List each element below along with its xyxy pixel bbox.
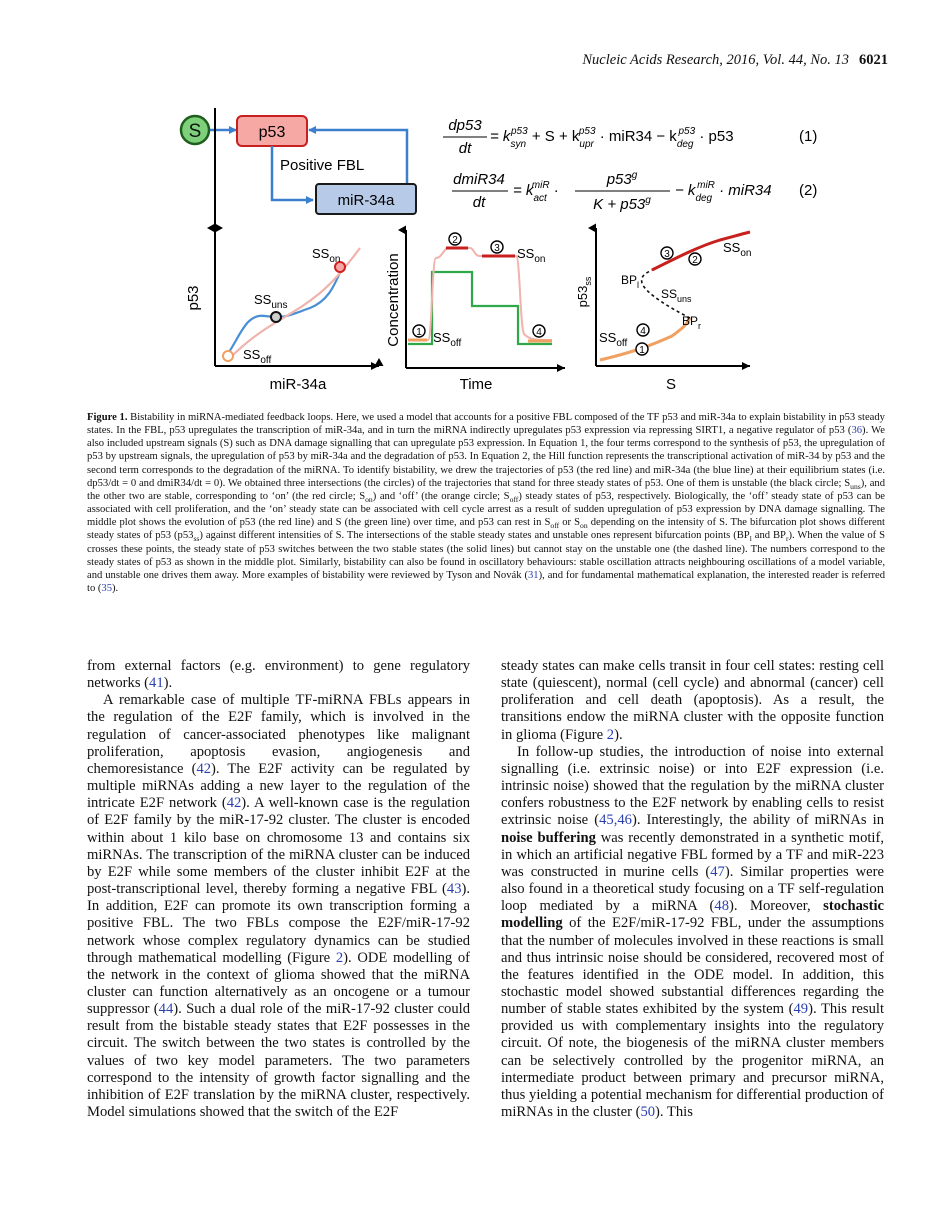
p1-ss-on: $SS_{on}$ — [312, 246, 341, 265]
p53-node-label: p53 — [258, 124, 286, 141]
ref-link[interactable]: 44 — [158, 1001, 174, 1018]
eq2-frac-numerator: p53 — [606, 171, 632, 188]
eq1-numerator: dp53 — [448, 117, 482, 134]
keyword-bold: noise buffering — [501, 829, 596, 846]
figure-1 — [170, 108, 820, 398]
svg-text:p53g: p53$^g$ — [606, 170, 638, 188]
keyword-bold: stochastic modelling — [501, 898, 884, 932]
running-head — [582, 52, 888, 69]
p53-line-light — [408, 248, 552, 340]
right-column — [501, 658, 884, 1121]
ss-uns-circle — [271, 312, 281, 322]
svg-text:3: 3 — [494, 243, 500, 254]
p2-ss-off: $SS_{off}$ — [433, 330, 462, 349]
p3-xlabel: S — [665, 376, 677, 393]
paragraph: In follow-up studies, the introduction of noise into external signalling (i.e. extrinsic noise) or into E2F expression (i.e. intrinsic noise) showed that the regulation by the miRNA cluster confers robustness to the E2F network by enabling cells to resist extrinsic noise (45,46). Interestingly, the ability of miRNAs in noise buffering was recently demonstrated in a synthetic motif, in which an artificial negative FBL formed by a TF and miR-223 was constructed in murine cells (47). Similar properties were also found in a theoretical study focusing on a TF self-regulation loop mediated by a miRNA (48). Moreover, stochastic modelling of the E2F/miR-17-92 FBL, under the assumptions that the number of molecules involved in these reactions is small and thus intrinsic noise should be considered, recovered most of the features identified in the ODE model. In addition, this stochastic model showed substantial differences regarding the number of stable states exhibited by the system (49). This result provided us with complementary insights into the regulatory circuit. Of note, the biogenesis of the miRNA cluster members can be selectively controlled by the progenitor miRNA, an intermediate product between primary and precursor miRNA, thus yielding a potential mechanism for differential production of miRNAs in the cluster (50). This — [501, 743, 884, 1121]
p3-ss-uns: $SS_{uns}$ — [661, 287, 692, 304]
ref-link[interactable]: 49 — [793, 1001, 809, 1018]
p3-ss-off: $SS_{off}$ — [599, 330, 628, 349]
ref-link[interactable]: 48 — [714, 898, 729, 915]
eq2-denominator: dt — [472, 194, 486, 211]
p3-ylabel: $p53_{ss}$ — [575, 276, 593, 308]
figure-link[interactable]: 2 — [335, 949, 344, 966]
paragraph: from external factors (e.g. environment) to gene regulatory networks (41). — [87, 658, 470, 692]
p3-marker-2 — [689, 253, 701, 266]
svg-text:2: 2 — [452, 235, 458, 246]
mir-node-label: miR-34a — [337, 192, 395, 209]
svg-text:3: 3 — [664, 249, 670, 260]
ref-link[interactable]: 42 — [226, 795, 242, 812]
svg-text:K + p53g: $K + p53^g$ — [593, 195, 651, 213]
p2-marker-4 — [533, 325, 545, 338]
p1-xlabel: miR-34a — [269, 376, 327, 393]
equations — [443, 117, 817, 213]
svg-text:= ksynp53 + S + kuprp53 · miR3: = $k_{syn}p53 + S + k_{upr}p53 \cdot miR34 - k_{deg}p53 \cdot p53$ — [490, 126, 734, 150]
p1-ss-off: $SS_{off}$ — [243, 347, 272, 366]
ref-link[interactable]: 47 — [710, 863, 725, 880]
p3-bp-right: $BP_r$ — [682, 314, 702, 331]
schematic — [181, 116, 416, 214]
panel-nullclines — [185, 108, 379, 393]
page-number: 6021 — [859, 52, 888, 68]
svg-text:− kdegmiR · miR34: − $k_{deg}miR \cdot miR34$ — [675, 180, 772, 204]
p2-marker-1 — [413, 325, 425, 338]
svg-text:2: 2 — [692, 255, 698, 266]
p2-marker-2 — [449, 233, 461, 246]
svg-text:4: 4 — [640, 326, 646, 337]
p1-ylabel: p53 — [185, 285, 202, 311]
figure-caption: Figure 1. Bistability in miRNA-mediated feedback loops. Here, we used a model that accounts for a positive FBL composed of the TF p53 and miR-34a to explain bistability in p53 steady states. In the FBL, p53 upregulates the transcription of miR-34a, and in turn the miRNA indirectly upregulates p53 expression via repressing SIRT1, a negative regulator of p53 (36). We also included upstream signals (S) such as DNA damage signalling that can upregulate p53 expression. In Equation 1, the four terms correspond to the synthesis of p53, the upregulation of p53 by upstream signals, the upregulation of p53 by miR-34a and the degradation of p53. In Equation 2, the Hill function represents the transcriptional activation of miR-34 by p53 and the second term corresponds to the degradation of the miRNA. To identify bistability, we drew the trajectories of p53 (the red line) and miR-34a (the blue line) at their equilibrium states (i.e. dp53/dt = 0 and dmiR34/dt = 0). We obtained three intersections (the circles) of the trajectories that stand for three steady states of p53. One of them is unstable (the black circle; $S_{uns}$), and the other two are stable, corresponding to ‘on’ (the red circle; $S_{on}$) and ‘off’ (the orange circle; $S_{off}$) steady states of p53, respectively. Biologically, the ‘off’ steady state of p53 can be associated with cell proliferation, and the ‘on’ steady state can be associated with cell cycle arrest as a result of sudden upregulation of p53 expression by DNA damage signalling. The middle plot shows the evolution of p53 (the red line) and S (the green line) over time, and p53 can rest in $S_{off}$ or $S_{on}$ depending on the intensity of S. The bifurcation plot shows different steady states of p53 $(p53_{ss})$ against different intensities of S. The intersections of the stable steady states and unstable ones represent bifurcation points ($BP_l$ and $BP_r$). When the value of S crosses these points, the steady state of p53 switches between the two stable states (the solid lines) but cannot stay on the unstable one (the dashed line). The numbers correspond to the steady states of p53 as shown in the middle plot. Similarly, bistability can also be found in oscillatory behaviours: stable oscillation attracts neighbouring oscillations of a model variable, and unstable one drives them away. More examples of bistability were reviewed by Tyson and Novák (31), and for fundamental mathematical explanation, the interested reader is referred to (35). — [87, 412, 885, 595]
eq2-number: (2) — [799, 182, 818, 199]
left-column — [87, 658, 470, 1121]
panel-bifurcation — [575, 228, 751, 393]
svg-text:1: 1 — [416, 327, 422, 338]
caption-label: Figure 1. — [87, 412, 128, 423]
ref-link[interactable]: 31 — [528, 569, 539, 581]
p3-marker-1 — [636, 343, 648, 356]
ref-link[interactable]: 35 — [101, 583, 113, 595]
figure-link[interactable]: 2 — [606, 726, 615, 743]
eq1-number: (1) — [799, 128, 818, 145]
ref-link[interactable]: 45,46 — [599, 812, 632, 829]
mir-nullcline-blue — [225, 266, 343, 358]
p2-marker-3 — [491, 241, 503, 254]
loop-label: Positive FBL — [280, 157, 365, 174]
ref-link[interactable]: 41 — [149, 675, 164, 692]
ref-link[interactable]: 42 — [196, 760, 212, 777]
ref-link[interactable]: 36 — [851, 425, 863, 437]
p2-ylabel: Concentration — [385, 253, 402, 347]
p2-ss-on: $SS_{on}$ — [517, 246, 546, 265]
p3-marker-3 — [661, 247, 673, 260]
p3-bp-left: $BP_l$ — [621, 273, 640, 290]
svg-text:4: 4 — [536, 327, 542, 338]
ref-link[interactable]: 50 — [640, 1104, 656, 1121]
p1-ss-uns: $SS_{uns}$ — [254, 292, 288, 311]
p2-xlabel: Time — [459, 376, 493, 393]
paragraph: steady states can make cells transit in four cell states: resting cell state (quiescent), normal (cell cycle) and abnormal (cancer) cell proliferation and cell death (apoptosis). As a result, the transitions endow the miRNA cluster with the opposite function in glioma (Figure 2). — [501, 658, 884, 743]
p3-marker-4 — [637, 324, 649, 337]
journal-citation: Nucleic Acids Research, 2016, Vol. 44, No. 13 — [582, 52, 849, 68]
signal-label: S — [188, 121, 202, 142]
svg-text:= kactmiR ·: = $k_{act}miR$ · — [513, 180, 559, 204]
paragraph: A remarkable case of multiple TF-miRNA FBLs appears in the regulation of the E2F family, which is involved in the regulation of cancer-associated phenotypes like malignant proliferation, apoptosis evasion, angiogenesis and chemoresistance (42). The E2F activity can be regulated by multiple miRNAs adding a new layer to the regulation of the intricate E2F network (42). A well-known case is the regulation of E2F family by the miR-17-92 cluster. The cluster is encoded within about 1 kilo base on chromosome 13 and contains six miRNAs. The transcription of the miRNA cluster can be induced by E2F while some members of the cluster inhibit E2F at the post-transcriptional level, thereby forming a negative FBL (43). In addition, E2F can promote its own transcription forming a positive FBL. The two FBLs compose the E2F/miR-17-92 network whose complex regulatory dynamics can be studied through mathematical modelling (Figure 2). ODE modelling of the network in the context of glioma showed that the miRNA cluster can function alternatively as an oncogene or a tumour suppressor (44). Such a dual role of the miR-17-92 cluster could result from the bistable steady states that E2F possesses in the circuit. The switch between the two states is controlled by the values of two key model parameters. The two parameters correspond to the intensity of growth factor signalling and the inhibition of E2F translation by the miRNA cluster, respectively. Model simulations showed that the switch of the E2F — [87, 692, 470, 1121]
eq1-denominator: dt — [458, 140, 472, 157]
eq2-numerator: dmiR34 — [453, 171, 505, 188]
svg-text:1: 1 — [639, 345, 645, 356]
eq2-frac-denominator: K + p53 — [593, 196, 646, 213]
panel-time-course — [385, 230, 565, 393]
ss-off-circle — [223, 351, 233, 361]
p3-ss-on: $SS_{on}$ — [723, 240, 752, 259]
ref-link[interactable]: 43 — [446, 881, 462, 898]
